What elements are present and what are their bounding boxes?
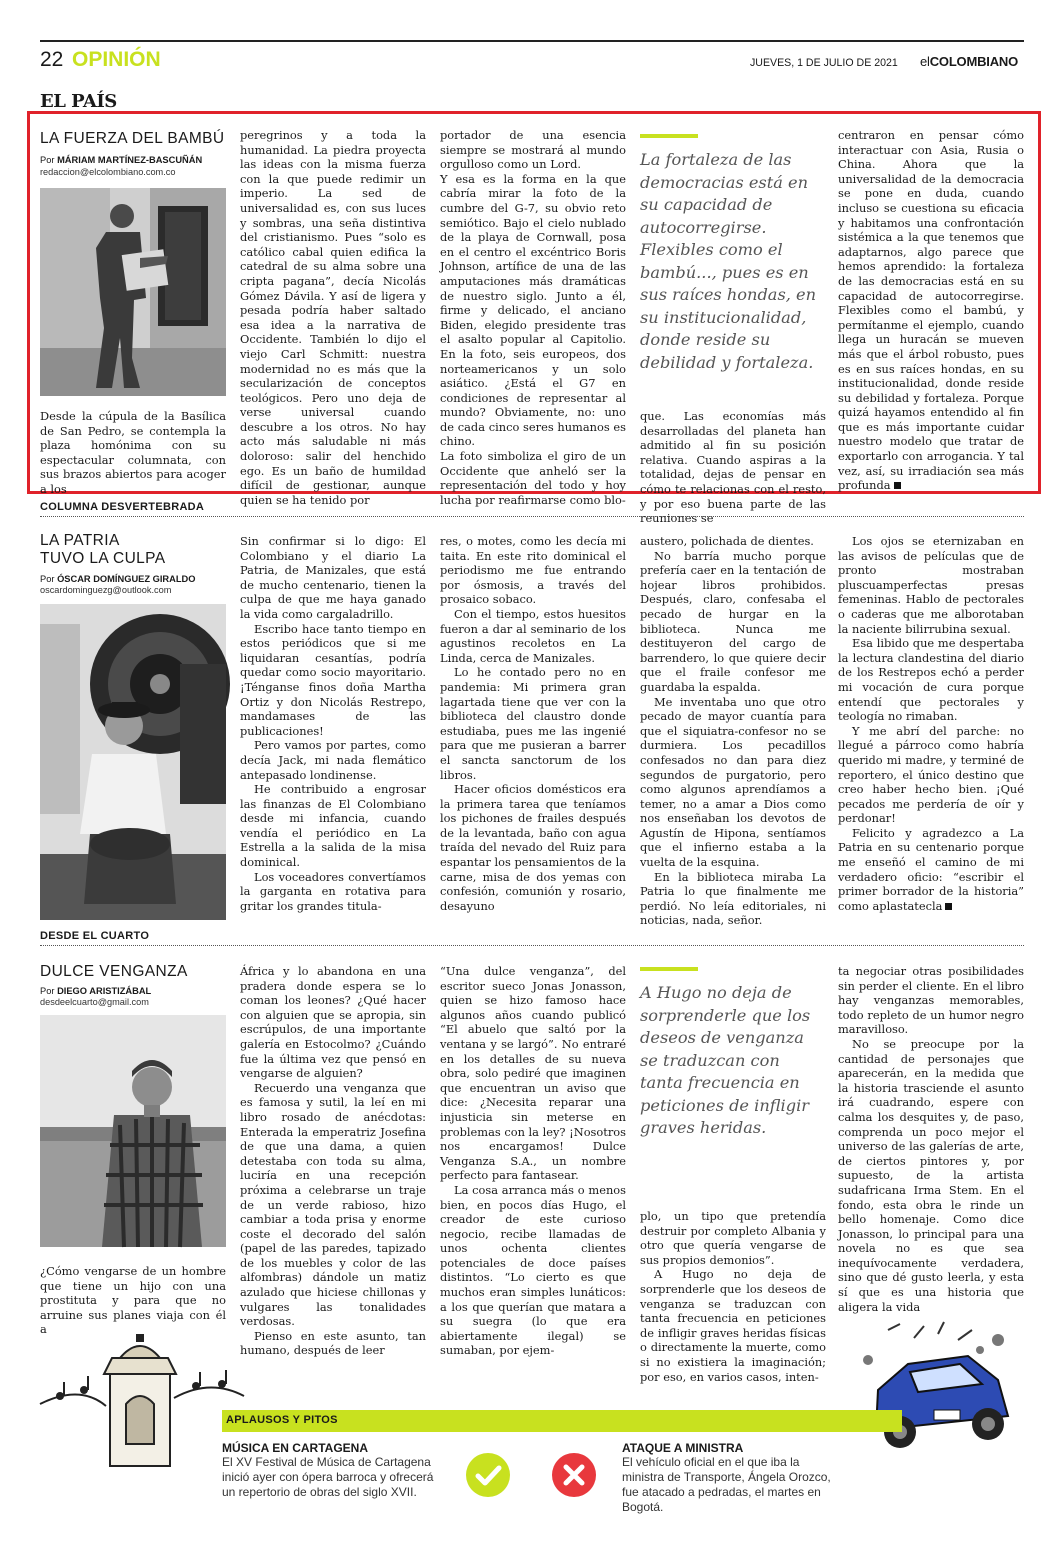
- issue-date: JUEVES, 1 DE JULIO DE 2021: [750, 57, 898, 69]
- article3-byline: Por DIEGO ARISTIZÁBAL: [40, 986, 152, 996]
- author-photo-field: [40, 1015, 226, 1247]
- page-number: 22: [40, 48, 64, 71]
- article3-column-1: ¿Cómo vengarse de un hombre que tiene un hijo con una prostituta y para que no arruine sus planes viaja con él a: [40, 1264, 226, 1337]
- car-illustration: [848, 1320, 1024, 1466]
- article3-email[interactable]: desdeelcuarto@gmail.com: [40, 997, 149, 1007]
- article1-pull-quote: La fortaleza de las democracias está en su capacidad de autocorregirse. Flexibles como el bambú..., pues es en sus raíces hondas, en su institucionalidad, donde reside su debilidad y fortaleza.: [640, 150, 817, 372]
- brand-prefix: el: [920, 54, 930, 69]
- article3-column-4: plo, un tipo que pretendía destruir por completo Albania y otro que quería vengarse de sus propios demonios”. A Hugo no deja de sorprenderle que los deseos de venganza se traduzcan con tanta frecuencia en peticiones de infligir graves heridas físicas o directamente la muerte, como si no existiera la imaginación; por eso, en varios casos, inten-: [640, 1209, 826, 1384]
- article3-column-3: “Una dulce venganza”, del escritor sueco Jonas Jonasson, quien se hizo famoso hace algunos años cuando publicó “El abuelo que saltó por la ventana y se largó”. No entraré en los detalles de su nueva obra, solo pediré que imaginen que encuentran un aviso que dice: ¿Necesita reparar una injusticia sin meterse en problemas con la ley? ¡Nosotros nos encargamos! Dulce Venganza S.A., un nombre perfecto para fantasear. La cosa arranca más o menos bien, en pocos días Hugo, el creador de este curioso negocio, recibe llamadas de unos ochenta clientes potenciales de doce países distintos. “Lo cierto es que muchos eran simples lunáticos: a los que querían que matara a su suegra (lo que era abiertamente ilegal) se sumaban, por ejem-: [440, 964, 626, 1358]
- article1-column-4: que. Las economías más desarrolladas del planeta han admitido al fin su posición relativa. Cuando aspiras a la totalidad, dejas de pensar en cómo te relacionas con el resto, y por eso buena parte de las reuniones se: [640, 409, 826, 526]
- column-section-label: COLUMNA DESVERTEBRADA: [40, 501, 205, 513]
- section-name: OPINIÓN: [72, 48, 161, 71]
- article2-email[interactable]: oscardominguezg@outlook.com: [40, 585, 172, 595]
- aplauso-title: MÚSICA EN CARTAGENA: [222, 1441, 368, 1455]
- section-divider: [40, 945, 1024, 946]
- article3-pull-quote: A Hugo no deja de sorprenderle que los deseos de venganza se traduzcan con tanta frecuencia en peticiones de infligir graves heridas.: [640, 983, 811, 1137]
- pito-title: ATAQUE A MINISTRA: [622, 1441, 744, 1455]
- section-divider: [40, 516, 1024, 517]
- quote-accent-bar: [640, 967, 698, 971]
- brand-logo[interactable]: [920, 54, 1018, 70]
- brand-main: COLOMBIANO: [929, 54, 1018, 69]
- quote-accent-bar: [640, 134, 698, 138]
- article2-title-line1: LA PATRIA: [40, 532, 120, 549]
- header-top-rule: [40, 40, 1024, 42]
- article3-column-2: África y lo abandona en una pradera donde espera se lo coman los leones? ¿Qué hacer con alguien que se apropia, sin escrúpulos, de una importante galería en Estocolmo? ¿Cuándo fue la última vez que pensó en vengarse de alguien? Recuerdo una venganza que es famosa y sutil, la leí en mi libro rosado de anécdotas: Enterada la emperatriz Josefina de que una dama, a quien detestaba con toda su alma, luciría en una recepción próxima a celebrarse un traje de un verde rabioso, hizo cambiar a toda prisa y enorme coste el decorado del salón (papel de las paredes, tapizado de los muebles y color de las alfombras) dándole un matiz azulado que hiciese chillonas y vulgares las tonalidades verdosas. Pienso en este asunto, tan humano, después de leer: [240, 964, 426, 1358]
- author-photo-locomotive: [40, 604, 226, 920]
- el-pais-logo: EL PAÍS: [40, 91, 117, 112]
- x-icon: [552, 1453, 596, 1497]
- pito-text: El vehículo oficial en el que iba la ministra de Transporte, Ángela Orozco, fue atacado a pedradas, el martes en Bogotá.: [622, 1455, 831, 1514]
- article1-email[interactable]: redaccion@elcolombiano.com.co: [40, 167, 176, 177]
- column-section-label: DESDE EL CUARTO: [40, 930, 150, 942]
- article2-column-5: Los ojos se eternizaban en las avisos de películas que de pronto mostraban pluscuamperfectas presas femeninas. Hablo de pectorales o caderas que me alborotaban la naciente bilirrubina sexual. Esa libido que me despertaba la lectura clandestina del diario de los Restrepos echó a perder mi vocación de cura porque entendí que pectorales y teología no rimaban. Y me abrí del parche: no llegué a párroco como habría querido mi madre, y terminé de reportero, el único destino que creo haber hecho bien. ¡Qué pecados me perdería de oír y perdonar! Felicito y agradezco a La Patria en su centenario porque me enseñó el camino de mi verdadero oficio: “escribir el primer borrador de la historia” como aplastatecla: [838, 534, 1024, 913]
- article2-column-3: res, o motes, como les decía mi taita. En este rito dominical el periodismo me fue entrando por ósmosis, a través del prosaico sobaco. Con el tiempo, estos huesitos fueron a dar al seminario de los agustinos recoletos en La Linda, cerca de Manizales. Lo he contado pero no en pandemia: Mi primera gran lagartada tiene que ver con la biblioteca del claustro donde estudiaba, pues me las ingenié para que me pusieran a barrer el sancta sanctorum de los libros. Hacer oficios domésticos era la primera tarea que teníamos los pichones de frailes después de la levantada, baño con agua traída del nevado del Ruiz para espantar los pensamientos de la carne, misa de dos yemas con confesión, comunión y rosario, desayuno: [440, 534, 626, 913]
- aplauso-text: El XV Festival de Música de Cartagena inició ayer con ópera barroca y ofrecerá un repertorio de obras del siglo XVII.: [222, 1455, 434, 1499]
- article1-column-3: portador de una esencia siempre se mostrará al mundo orgulloso como un Lord. Y esa es la forma en la que cabría mirar la foto de la cumbre del G-7, su obvio reto semiótico. Bajo el cielo nublado de la playa de Cornwall, posa en el centro el excéntrico Boris Johnson, artífice de una de las amputaciones más dramáticas de nuestro siglo. Junto a él, firme y delicado, el anciano Biden, elegido presidente tras el asalto popular al Capitolio. En la foto, seis europeos, dos norteamericanos y un solo asiático. ¿Está el G7 en condiciones de representar al mundo? Obviamente, no: uno de cada cinco seres humanos es chino. La foto simboliza el giro de un Occidente que anheló ser la representación del todo y hoy lucha por reafirmarse como blo-: [440, 128, 626, 507]
- article3-title: DULCE VENGANZA: [40, 963, 188, 980]
- article1-title: LA FUERZA DEL BAMBÚ: [40, 130, 225, 147]
- article1-column-5: centraron en pensar cómo interactuar con Asia, Rusia o China. Ahora que la universalidad de la democracia se pone en duda, cuando incluso se cuestiona su eficacia y habitamos una confrontación sistémica a la que tenemos que adaptarnos, algo parece que hemos aprendido: la fortaleza de las democracias está en su capacidad de autocorregirse. Flexibles como el bambú, y permítanme el ejemplo, cuando llega un huracán se mueven más que el árbol robusto, pues es en sus raíces hondas, en su institucionalidad, donde reside su debilidad y fortaleza. Porque quizá hayamos entendido al fin que es más importante cuidar nuestro modelo que tratar de exportarlo con arrogancia. Y tal vez, así, su irradiación sea más profunda: [838, 128, 1024, 493]
- statue-photo: [40, 188, 226, 396]
- article1-column-1: Desde la cúpula de la Basílica de San Pedro, se contempla la plaza homónima con su espectacular columnata, con sus brazos abiertos para acoger a los: [40, 409, 226, 496]
- article3-column-5: ta negociar otras posibilidades sin perder el cliente. En el libro hay venganzas memorables, todo repleto de un humor negro maravilloso. No se preocupe por la cantidad de personajes que aparecerán, en la medida que la historia trasciende el asunto irá cuadrando, espere con calma los desquites y, de paso, comprenda un poco mejor el universo de las galerías de arte, de ciertos pintores y, por supuesto, de la artista sudafricana Irma Stem. En el fondo, esta obra le rinde un bello homenaje. Como dice Jonasson, lo principal para una novela no es que sea inequívocamente verdadera, sino que dé gusto leerla, y esta sí que es una historia que aligera la vida: [838, 964, 1024, 1314]
- article2-column-2: Sin confirmar si lo digo: El Colombiano y el diario La Patria, de Manizales, que está de mucho centenario, tienen la culpa de que me haya ganado la vida como cargaladrillo. Escribo hace tanto tiempo en estos periódicos que si me liquidaran cesantías, podría quedar como socio mayoritario. ¡Ténganse finos doña Martha Ortiz y don Nicolás Restrepo, mandamases de las publicaciones! Pero vamos por partes, como decía Jack, mi nada flemático antepasado londinense. He contribuido a engrosar las finanzas de El Colombiano desde mi infancia, cuando vendía el periódico en La Estrella a la salida de la misa dominical. Los voceadores convertíamos la garganta en rotativa para gritar los grandes titula-: [240, 534, 426, 913]
- article1-column-2: peregrinos y a toda la humanidad. La piedra proyecta las ideas con la misma fuerza con la que puede redimir un imperio. La sed de universalidad es, con sus luces y sombras, una seña distintiva del cristianismo. Pues “solo es católico cabal quien edifica la catedral de su alma sobre una cripta pagana”, decía Nicolás Gómez Dávila. Y así de ligera y pesada podría haber saltado esa idea a la narrativa de Occidente. También lo dijo el viejo Carl Schmitt: nuestra modernidad no es más que la secularización de conceptos teológicos. Pero uno deja de verse universal cuando descubre a los otros. No hay acto más saludable ni más doloroso: salir del henchido ego. Es un baño de humildad difícil de gestionar, aunque quien se ha tenido por: [240, 128, 426, 507]
- end-mark: [945, 903, 952, 910]
- aplausos-section-label: APLAUSOS Y PITOS: [226, 1414, 338, 1426]
- article2-column-4: austero, polichada de dientes. No barría mucho porque prefería caer en la tentación de hojear libros prohibidos. Después, claro, confesaba el pecado de hurgar en la biblioteca. Nunca me destituyeron del cargo de barrendero, lo que quiere decir que el fraile confesor me guardaba la espalda. Me inventaba uno que otro pecado de mayor cuantía para que el siquiatra-confesor no se durmiera. Los pecadillos confesados no dan para diez segundos de purgatorio, pero como algunos aprendíamos a temer, no a amar a Dios como nos enseñaban los devotos de Agustín de Hipona, sentíamos que el infierno estaba a la vuelta de la esquina. En la biblioteca miraba La Patria lo que finalmente me perdió. No leía editoriales, ni noticias, nada, señor.: [640, 534, 826, 928]
- article2-title-line2: TUVO LA CULPA: [40, 550, 166, 567]
- article1-byline: Por MÁRIAM MARTÍNEZ-BASCUÑÁN: [40, 155, 203, 165]
- end-mark: [894, 482, 901, 489]
- article2-byline: Por ÓSCAR DOMÍNGUEZ GIRALDO: [40, 574, 196, 584]
- cartagena-tower-illustration: [40, 1334, 244, 1466]
- check-icon: [466, 1453, 510, 1497]
